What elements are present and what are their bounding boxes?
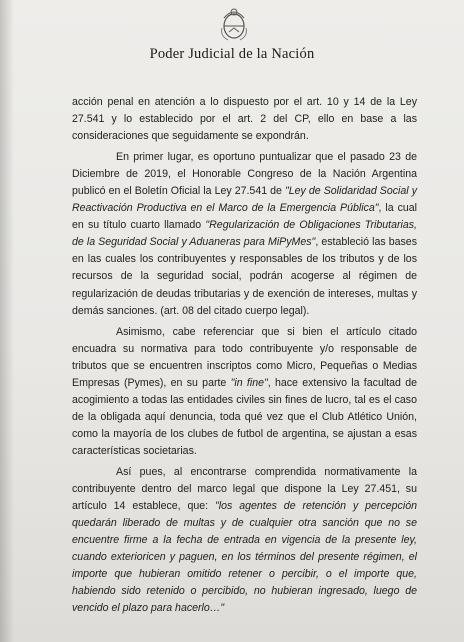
text-run: acción penal en atención a lo dispuesto por el art. 10 y 14 de la Ley 27.541 y lo establecido por el art. 2 del CP, ello en base a las consideraciones que seguidamente se expondrán. [72, 96, 417, 143]
quoted-text: "Regularización de Obligaciones Tributarias, de la Seguridad Social y Aduaneras para MiPyMes" [72, 219, 417, 249]
paragraph [72, 94, 417, 145]
paragraph [72, 324, 417, 460]
quoted-text: "in fine" [230, 376, 268, 389]
text-run: , la cual en su título cuarto llamado [72, 202, 417, 232]
document-body [72, 94, 417, 621]
paragraph [72, 149, 417, 319]
page-shadow [0, 0, 14, 642]
text-run: Asimismo, cabe referenciar que si bien el artículo citado encuadra su normativa para todo contribuyente y/o responsable de tributos que se encuentren inscriptos como Micro, Pequeñas o Medias Empresas (Pymes), en su parte [72, 325, 417, 389]
text-run: Así pues, al encontrarse comprendida normativamente la contribuyente dentro del marco legal que dispone la Ley 27.451, su artículo 14 establece, que: [72, 465, 417, 513]
paragraph [72, 464, 417, 617]
text-run: , hace extensivo la facultad de acogimiento a todas las entidades civiles sin fines de lucro, tal es el caso de la obligada aquí denuncia, toda qué vez que el Club Atlético Unión, como la mayoría de los clubes de futbol de argentina, se ajustan a esas características societarias. [72, 376, 417, 457]
text-run: En primer lugar, es oportuno puntualizar que el pasado 23 de Diciembre de 2019, el Honorable Congreso de la Nación Argentina publicó en el Boletín Oficial la Ley 27.541 de [72, 151, 417, 198]
text-run: , estableció las bases en las cuales los contribuyentes y responsables de los tributos y de los recursos de la seguridad social, podrán acogerse al régimen de regularización de deudas tributarias y de exención de intereses, multas y demás sanciones. (art. 08 del citado cuerpo legal). [72, 236, 417, 317]
national-seal-icon [218, 4, 250, 42]
quoted-text: "Ley de Solidaridad Social y Reactivación Productiva en el Marco de la Emergencia Pública" [72, 185, 417, 215]
court-header: Poder Judicial de la Nación [149, 46, 315, 62]
quoted-text: "los agentes de retención y percepción quedarán liberado de multas y de cualquier otra sanción que no se encuentre firme a la fecha de entrada en vigencia de la presente ley, cuando exterioricen y paguen, en los términos del presente régimen, el importe que hubieran omitido retener o percibir, o el importe que, habiendo sido retenido o percibido, no hubieran ingresado, luego de vencido el plazo para hacerlo…" [72, 500, 417, 615]
